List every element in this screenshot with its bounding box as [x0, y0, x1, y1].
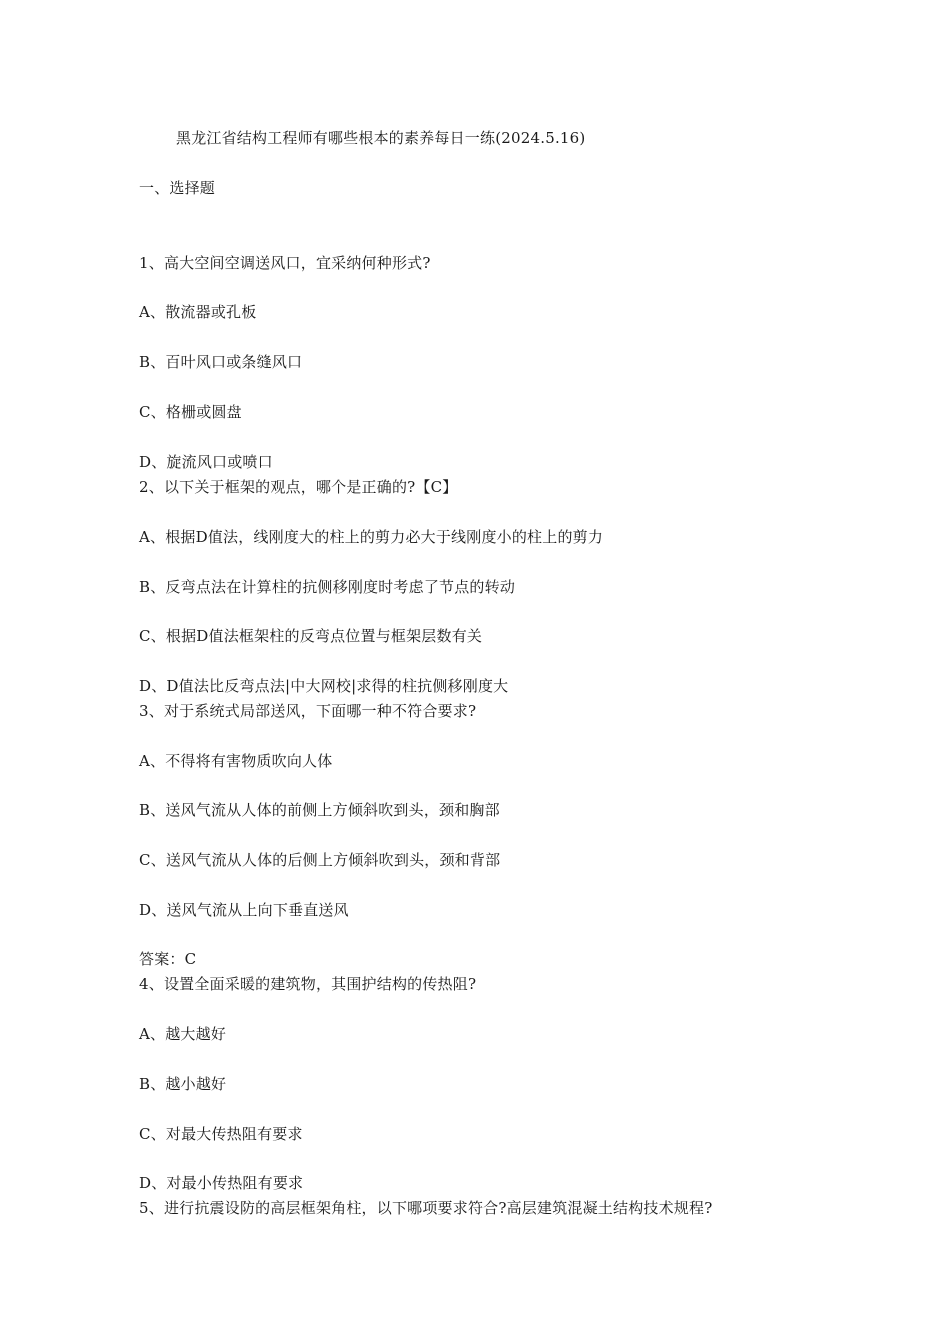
document-title: 黑龙江省结构工程师有哪些根本的素养每日一练(2024.5.16)	[176, 129, 586, 147]
section-heading: 一、选择题	[139, 179, 216, 197]
question-4-option-d: D、对最小传热阻有要求	[139, 1174, 304, 1192]
question-5-stem: 5、进行抗震设防的高层框架角柱，以下哪项要求符合?高层建筑混凝土结构技术规程?	[139, 1199, 713, 1217]
question-2-stem: 2、以下关于框架的观点，哪个是正确的?【C】	[139, 478, 458, 496]
question-3-option-d: D、送风气流从上向下垂直送风	[139, 901, 349, 919]
question-1-option-d: D、旋流风口或喷口	[139, 453, 273, 471]
question-3-answer: 答案：C	[139, 950, 197, 968]
question-1-stem: 1、高大空间空调送风口，宜采纳何种形式?	[139, 254, 431, 272]
question-3-option-a: A、不得将有害物质吹向人体	[139, 752, 333, 770]
question-1-option-a: A、散流器或孔板	[139, 303, 257, 321]
question-4-option-b: B、越小越好	[139, 1075, 227, 1093]
question-3-option-b: B、送风气流从人体的前侧上方倾斜吹到头，颈和胸部	[139, 801, 500, 819]
question-4-option-c: C、对最大传热阻有要求	[139, 1125, 303, 1143]
question-3-stem: 3、对于系统式局部送风，下面哪一种不符合要求?	[139, 702, 477, 720]
question-1-option-b: B、百叶风口或条缝风口	[139, 353, 303, 371]
question-2-option-b: B、反弯点法在计算柱的抗侧移刚度时考虑了节点的转动	[139, 578, 516, 596]
question-3-option-c: C、送风气流从人体的后侧上方倾斜吹到头，颈和背部	[139, 851, 501, 869]
question-2-option-c: C、根据D值法框架柱的反弯点位置与框架层数有关	[139, 627, 483, 645]
question-1-option-c: C、格栅或圆盘	[139, 403, 242, 421]
question-4-stem: 4、设置全面采暖的建筑物，其围护结构的传热阻?	[139, 975, 477, 993]
question-4-option-a: A、越大越好	[139, 1025, 227, 1043]
question-2-option-d: D、D值法比反弯点法|中大网校|求得的柱抗侧移刚度大	[139, 677, 509, 695]
question-2-option-a: A、根据D值法，线刚度大的柱上的剪力必大于线刚度小的柱上的剪力	[139, 528, 604, 546]
